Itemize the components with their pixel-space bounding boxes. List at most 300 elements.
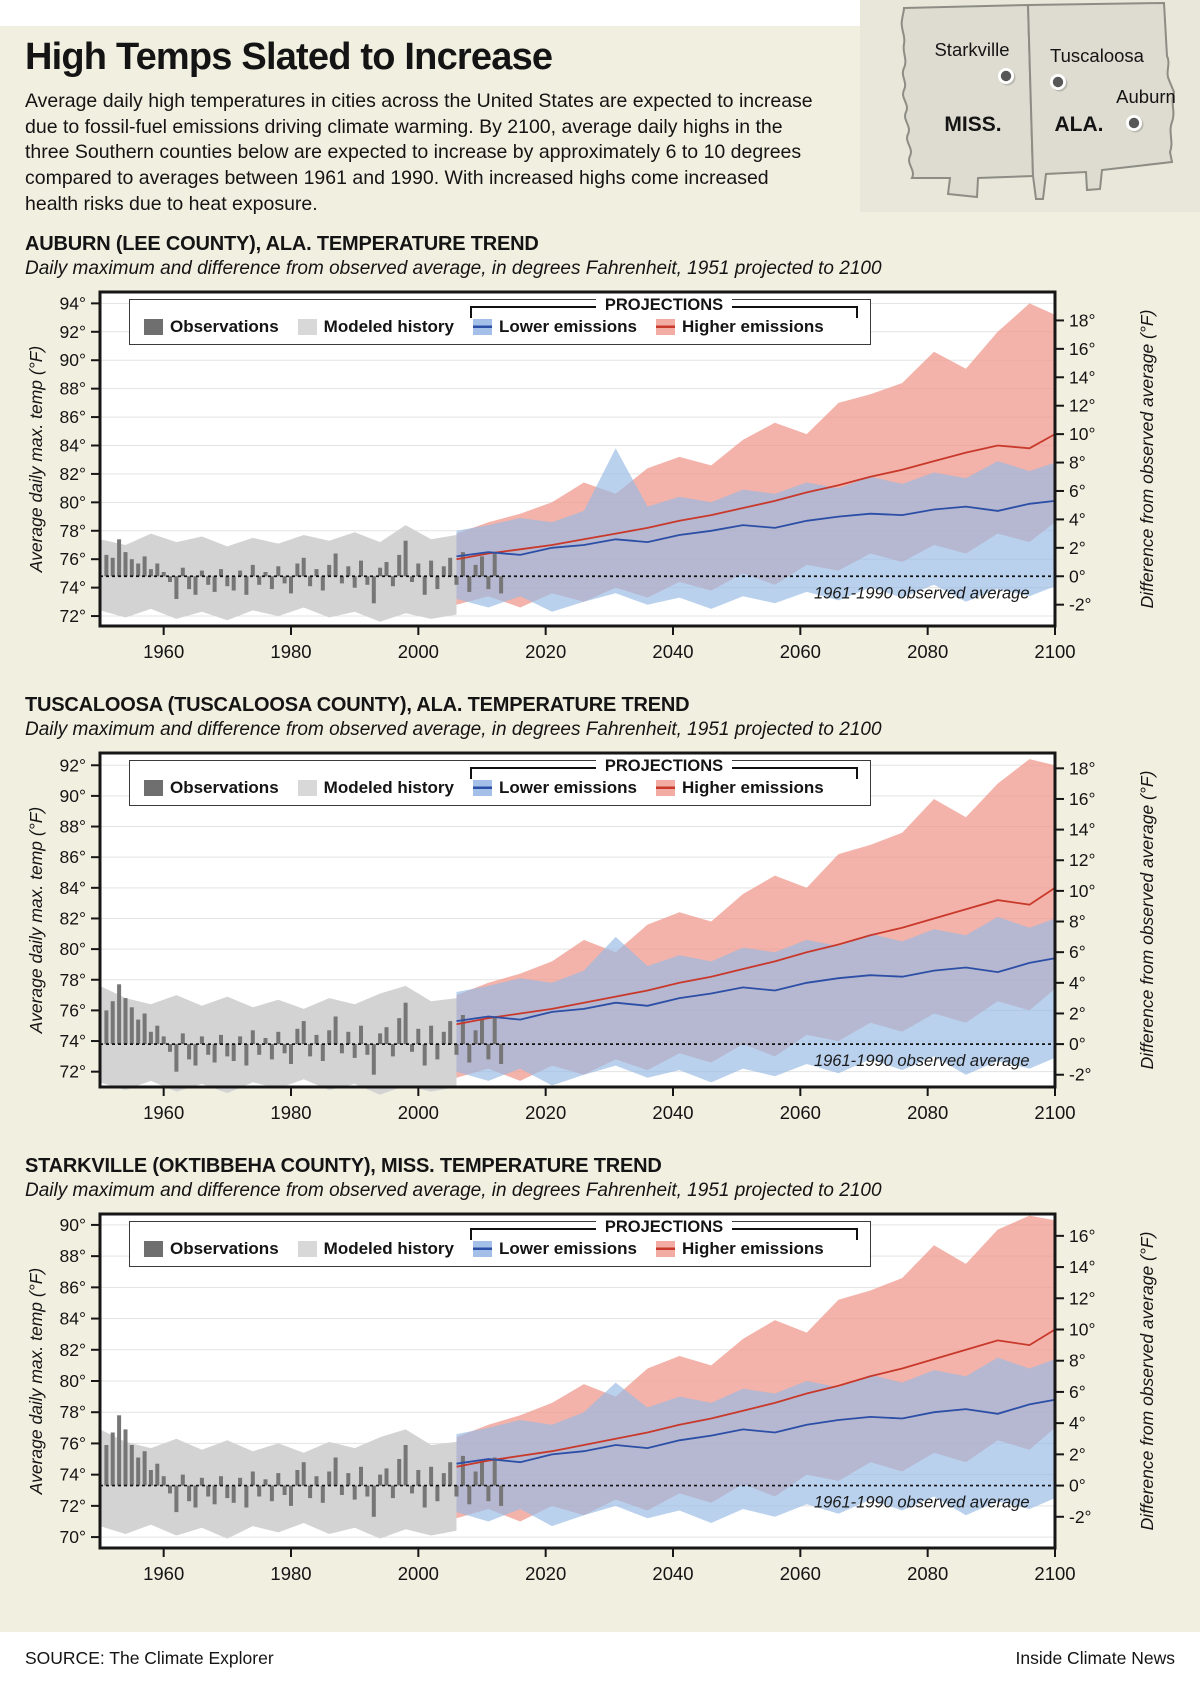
right-tick-label: 2°	[1069, 1444, 1086, 1465]
observation-bar	[455, 1044, 459, 1055]
left-tick-label: 72°	[59, 1061, 86, 1082]
observation-bar	[365, 1485, 369, 1496]
x-tick-label: 2040	[652, 1562, 694, 1584]
right-tick-label: 0°	[1069, 1475, 1086, 1496]
observation-bar	[206, 1044, 210, 1055]
observation-bar	[359, 560, 363, 576]
observation-bar	[391, 1044, 395, 1056]
observation-bar	[486, 1485, 490, 1501]
right-tick-label: 4°	[1069, 1412, 1086, 1433]
x-tick-label: 2020	[525, 1562, 567, 1584]
observation-bar	[378, 1474, 382, 1485]
observation-bar	[232, 576, 236, 590]
state-label-ala: ALA.	[1054, 113, 1104, 136]
observation-bar	[385, 1027, 389, 1044]
left-tick-label: 92°	[59, 321, 86, 342]
observation-bar	[302, 1462, 306, 1485]
legend-item-observations	[144, 317, 279, 337]
observation-bar	[410, 1485, 414, 1493]
observation-bar	[455, 1485, 459, 1496]
right-tick-label: 2°	[1069, 1003, 1086, 1024]
city-label: Auburn	[1116, 86, 1176, 107]
observation-bar	[136, 563, 140, 576]
observation-bar	[251, 565, 255, 576]
legend-item-label: Higher emissions	[681, 777, 824, 797]
chart-subtitle: Daily maximum and difference from observed average, in degrees Fahrenheit, 1951 projected to 2100	[25, 257, 882, 279]
left-tick-label: 92°	[59, 754, 86, 775]
observation-bar	[257, 1044, 261, 1055]
right-tick-label: 14°	[1069, 819, 1096, 840]
legend-items	[144, 1239, 856, 1259]
observation-bar	[480, 556, 484, 576]
left-tick-label: 86°	[59, 846, 86, 867]
left-tick-label: 76°	[59, 1433, 86, 1454]
observation-bar	[187, 1485, 191, 1501]
left-tick-label: 78°	[59, 969, 86, 990]
observation-bar	[238, 1477, 242, 1485]
right-tick-label: 0°	[1069, 565, 1086, 586]
projections-bracket	[470, 1217, 858, 1240]
observation-bar	[461, 1456, 465, 1486]
observation-bar	[244, 1485, 248, 1507]
x-tick-label: 2100	[1034, 1101, 1076, 1123]
legend-item-label: Modeled history	[323, 316, 455, 336]
observation-bar	[194, 576, 198, 595]
observation-bar	[308, 1485, 312, 1498]
right-tick-label: 10°	[1069, 880, 1096, 901]
observation-bar	[397, 1459, 401, 1486]
left-tick-label: 86°	[59, 406, 86, 427]
observation-bar	[346, 1473, 350, 1486]
observation-bar	[295, 563, 299, 576]
left-tick-label: 84°	[59, 1308, 86, 1329]
observation-bar	[397, 1018, 401, 1044]
observation-bar	[499, 1485, 503, 1505]
footer	[0, 1632, 1200, 1684]
observation-bar	[168, 1485, 172, 1493]
observation-bar	[181, 1033, 185, 1044]
x-tick-label: 2080	[907, 1562, 949, 1584]
observation-bar	[493, 553, 497, 576]
observation-bar	[149, 569, 153, 576]
locator-map	[860, 0, 1200, 212]
observation-bar	[264, 1038, 268, 1044]
observation-bar	[124, 998, 128, 1044]
right-axis-title: Difference from observed average (°F)	[1137, 1231, 1157, 1531]
observation-bar	[435, 1044, 439, 1059]
observation-bar	[359, 1025, 363, 1043]
left-tick-label: 80°	[59, 492, 86, 513]
observation-bar	[302, 557, 306, 576]
observation-bar	[455, 576, 459, 585]
x-tick-label: 2060	[779, 640, 821, 662]
observation-bar	[244, 1044, 248, 1065]
observation-bar	[493, 1457, 497, 1485]
observation-bar	[353, 1485, 357, 1499]
legend-item-label: Lower emissions	[499, 777, 637, 797]
left-tick-label: 84°	[59, 877, 86, 898]
observation-bar	[423, 1044, 427, 1065]
observation-bar	[448, 557, 452, 576]
chart-section-tuscaloosa	[25, 694, 1175, 1140]
observation-bar	[435, 1485, 439, 1501]
observation-bar	[162, 1476, 166, 1485]
observed-average-annotation: 1961-1990 observed average	[813, 1493, 1030, 1512]
left-tick-label: 76°	[59, 548, 86, 569]
x-tick-label: 2040	[652, 1101, 694, 1123]
left-tick-label: 84°	[59, 435, 86, 456]
right-tick-label: 6°	[1069, 480, 1086, 501]
left-tick-label: 80°	[59, 938, 86, 959]
observation-bar	[499, 576, 503, 593]
observation-bar	[117, 539, 121, 576]
observation-bar	[219, 1035, 223, 1044]
state-label-miss: MISS.	[944, 113, 1002, 136]
page-title: High Temps Slated to Increase	[25, 36, 553, 78]
legend-item-label: Observations	[170, 1238, 279, 1258]
right-tick-label: 16°	[1069, 788, 1096, 809]
observation-bar	[416, 1470, 420, 1486]
legend-swatch-icon	[298, 319, 317, 335]
projections-bracket	[470, 756, 858, 779]
legend-item-label: Lower emissions	[499, 1238, 637, 1258]
observation-bar	[372, 1485, 376, 1516]
city-label: Starkville	[934, 39, 1010, 60]
observation-bar	[378, 1033, 382, 1044]
observation-bar	[124, 1429, 128, 1485]
observation-bar	[429, 1025, 433, 1043]
x-tick-label: 1980	[270, 1101, 312, 1123]
left-tick-label: 80°	[59, 1370, 86, 1391]
observation-bar	[174, 576, 178, 599]
observation-bar	[404, 540, 408, 576]
observation-bar	[289, 1485, 293, 1505]
observation-bar	[251, 1030, 255, 1044]
right-tick-label: 6°	[1069, 941, 1086, 962]
left-axis-title: Average daily max. temp (°F)	[26, 1267, 46, 1494]
left-tick-label: 90°	[59, 1214, 86, 1235]
observation-bar	[499, 1044, 503, 1064]
chart-title: TUSCALOOSA (TUSCALOOSA COUNTY), ALA. TEMPERATURE TREND	[25, 693, 690, 716]
projections-label: PROJECTIONS	[596, 757, 732, 776]
legend-item-observations	[144, 778, 279, 798]
legend-swatch-icon	[144, 1241, 163, 1257]
observation-bar	[194, 1485, 198, 1507]
x-tick-label: 2000	[397, 1562, 439, 1584]
chart-title: STARKVILLE (OKTIBBEHA COUNTY), MISS. TEMPERATURE TREND	[25, 1154, 662, 1177]
observation-bar	[276, 1031, 280, 1043]
legend-item-label: Observations	[170, 316, 279, 336]
observation-bar	[238, 1036, 242, 1044]
right-tick-label: -2°	[1069, 594, 1092, 615]
observation-bar	[124, 552, 128, 576]
observation-bar	[213, 576, 217, 592]
right-tick-label: 8°	[1069, 911, 1086, 932]
x-tick-label: 1980	[270, 1562, 312, 1584]
observation-bar	[206, 576, 210, 585]
locator-map-svg	[860, 0, 1200, 212]
x-tick-label: 2080	[907, 640, 949, 662]
observation-bar	[104, 555, 108, 576]
observation-bar	[251, 1471, 255, 1485]
projections-bracket	[470, 295, 858, 318]
observation-bar	[187, 1044, 191, 1059]
right-tick-label: 16°	[1069, 338, 1096, 359]
legend-swatch-icon	[144, 319, 163, 335]
observation-bar	[467, 1485, 471, 1504]
observation-bar	[493, 1016, 497, 1044]
observation-bar	[264, 1479, 268, 1485]
legend-swatch-icon	[656, 780, 675, 796]
observation-bar	[391, 1485, 395, 1498]
observation-bar	[283, 1044, 287, 1053]
chart-title: AUBURN (LEE COUNTY), ALA. TEMPERATURE TREND	[25, 232, 539, 255]
observation-bar	[206, 1485, 210, 1496]
city-dot-icon	[1129, 118, 1139, 128]
x-tick-label: 2060	[779, 1562, 821, 1584]
right-tick-label: 12°	[1069, 849, 1096, 870]
observation-bar	[372, 576, 376, 603]
legend-item-label: Lower emissions	[499, 316, 637, 336]
observation-bar	[111, 557, 115, 576]
observation-bar	[302, 1021, 306, 1044]
observation-bar	[130, 559, 134, 576]
observation-bar	[155, 563, 159, 576]
observation-bar	[276, 1473, 280, 1486]
observation-bar	[276, 566, 280, 576]
observation-bar	[213, 1044, 217, 1062]
intro-paragraph: Average daily high temperatures in cities across the United States are expected to increase due to fossil-fuel emissions driving climate warming. By 2100, average daily highs in the three Southern counties below are expected to increase by approximately 6 to 10 degrees compared to averages between 1961 and 1990. With increased highs come increased health risks due to heat exposure.	[25, 90, 813, 215]
chart-tuscaloosa	[25, 747, 1200, 1140]
right-axis-title: Difference from observed average (°F)	[1137, 309, 1157, 609]
observation-bar	[404, 1445, 408, 1486]
left-tick-label: 74°	[59, 1464, 86, 1485]
right-tick-label: 4°	[1069, 972, 1086, 993]
observation-bar	[225, 576, 229, 586]
legend-swatch-icon	[473, 1241, 492, 1257]
left-tick-label: 72°	[59, 605, 86, 626]
legend-item-label: Higher emissions	[681, 1238, 824, 1258]
observation-bar	[334, 553, 338, 576]
observation-bar	[257, 576, 261, 585]
observation-bar	[442, 566, 446, 576]
observation-bar	[340, 1485, 344, 1494]
legend-item-label: Modeled history	[323, 1238, 455, 1258]
observation-bar	[315, 569, 319, 576]
left-tick-label: 88°	[59, 816, 86, 837]
observation-bar	[143, 1451, 147, 1485]
projections-label: PROJECTIONS	[596, 1218, 732, 1237]
observation-bar	[289, 1044, 293, 1064]
observation-bar	[308, 1044, 312, 1056]
observation-bar	[295, 1028, 299, 1043]
right-tick-label: 12°	[1069, 1287, 1096, 1308]
legend-swatch-icon	[656, 319, 675, 335]
right-tick-label: 6°	[1069, 1381, 1086, 1402]
right-tick-label: 16°	[1069, 1225, 1096, 1246]
legend-items	[144, 778, 856, 798]
observation-bar	[111, 1001, 115, 1044]
chart-starkville	[25, 1208, 1200, 1601]
legend-item-label: Observations	[170, 777, 279, 797]
observation-bar	[270, 1044, 274, 1059]
observation-bar	[104, 1010, 108, 1044]
left-tick-label: 90°	[59, 785, 86, 806]
chart-section-starkville	[25, 1155, 1175, 1601]
right-axis-title: Difference from observed average (°F)	[1137, 770, 1157, 1070]
observation-bar	[474, 1030, 478, 1044]
x-tick-label: 2000	[397, 1101, 439, 1123]
left-tick-label: 78°	[59, 1401, 86, 1422]
left-tick-label: 88°	[59, 1245, 86, 1266]
left-tick-label: 76°	[59, 1000, 86, 1021]
left-tick-label: 88°	[59, 378, 86, 399]
observation-bar	[232, 1044, 236, 1061]
left-tick-label: 82°	[59, 463, 86, 484]
chart-legend	[129, 756, 871, 806]
city-dot-icon	[1001, 71, 1011, 81]
observation-bar	[168, 576, 172, 582]
observation-bar	[486, 1044, 490, 1059]
chart-subtitle: Daily maximum and difference from observed average, in degrees Fahrenheit, 1951 projected to 2100	[25, 1179, 882, 1201]
right-tick-label: -2°	[1069, 1506, 1092, 1527]
observation-bar	[232, 1485, 236, 1502]
legend-swatch-icon	[144, 780, 163, 796]
observation-bar	[225, 1044, 229, 1056]
observation-bar	[213, 1485, 217, 1504]
right-tick-label: 8°	[1069, 452, 1086, 473]
chart-legend	[129, 295, 871, 345]
observation-bar	[149, 1470, 153, 1486]
x-tick-label: 2020	[525, 640, 567, 662]
right-tick-label: 12°	[1069, 395, 1096, 416]
observation-bar	[194, 1044, 198, 1065]
city-label: Tuscaloosa	[1050, 45, 1144, 66]
chart-auburn	[25, 286, 1200, 679]
observation-bar	[187, 576, 191, 589]
left-tick-label: 82°	[59, 908, 86, 929]
legend-swatch-icon	[473, 780, 492, 796]
right-tick-label: -2°	[1069, 1064, 1092, 1085]
observation-bar	[404, 1002, 408, 1043]
observation-bar	[416, 563, 420, 576]
observation-bar	[181, 1474, 185, 1485]
left-tick-label: 90°	[59, 349, 86, 370]
legend-swatch-icon	[473, 319, 492, 335]
observation-bar	[410, 576, 414, 582]
right-tick-label: 10°	[1069, 423, 1096, 444]
x-tick-label: 1960	[143, 1101, 185, 1123]
left-tick-label: 78°	[59, 520, 86, 541]
observation-bar	[353, 1044, 357, 1058]
observation-bar	[385, 1468, 389, 1485]
x-tick-label: 1960	[143, 1562, 185, 1584]
observation-bar	[429, 560, 433, 576]
observation-bar	[321, 576, 325, 590]
observation-bar	[155, 1463, 159, 1485]
x-tick-label: 2020	[525, 1101, 567, 1123]
observation-bar	[346, 1031, 350, 1043]
observation-bar	[397, 555, 401, 576]
observation-bar	[270, 576, 274, 589]
observation-bar	[219, 569, 223, 576]
observation-bar	[143, 556, 147, 576]
projections-label: PROJECTIONS	[596, 296, 732, 315]
observation-bar	[181, 567, 185, 576]
observation-bar	[365, 576, 369, 585]
observation-bar	[321, 1044, 325, 1061]
legend-swatch-icon	[298, 780, 317, 796]
x-tick-label: 2060	[779, 1101, 821, 1123]
observation-bar	[257, 1485, 261, 1496]
chart-legend	[129, 1217, 871, 1267]
x-tick-label: 2040	[652, 640, 694, 662]
observation-bar	[174, 1485, 178, 1512]
right-tick-label: 2°	[1069, 537, 1086, 558]
mississippi-shape	[902, 5, 1033, 197]
left-axis-title: Average daily max. temp (°F)	[26, 345, 46, 572]
observation-bar	[270, 1485, 274, 1501]
chart-subtitle: Daily maximum and difference from observed average, in degrees Fahrenheit, 1951 projected to 2100	[25, 718, 882, 740]
observation-bar	[289, 576, 293, 593]
observation-bar	[416, 1028, 420, 1043]
observation-bar	[480, 1460, 484, 1485]
observation-bar	[423, 576, 427, 595]
left-axis-title: Average daily max. temp (°F)	[26, 806, 46, 1033]
footer-credit: Inside Climate News	[1015, 1647, 1175, 1668]
observation-bar	[480, 1019, 484, 1044]
right-tick-label: 14°	[1069, 366, 1096, 387]
observation-bar	[442, 1031, 446, 1043]
left-tick-label: 82°	[59, 1339, 86, 1360]
observation-bar	[372, 1044, 376, 1075]
observation-bar	[104, 1445, 108, 1486]
right-tick-label: 0°	[1069, 1033, 1086, 1054]
observation-bar	[391, 576, 395, 586]
observation-bar	[327, 1030, 331, 1044]
observation-bar	[378, 567, 382, 576]
observation-bar	[219, 1476, 223, 1485]
observation-bar	[385, 562, 389, 576]
observation-bar	[327, 1471, 331, 1485]
observation-bar	[435, 576, 439, 589]
left-tick-label: 86°	[59, 1277, 86, 1298]
observation-bar	[174, 1044, 178, 1072]
observation-bar	[327, 565, 331, 576]
observation-bar	[200, 1477, 204, 1485]
observation-bar	[423, 1485, 427, 1507]
observation-bar	[467, 576, 471, 592]
observation-bar	[283, 1485, 287, 1494]
legend-item-label: Modeled history	[323, 777, 455, 797]
observation-bar	[225, 1485, 229, 1498]
observation-bar	[467, 1044, 471, 1062]
left-tick-label: 72°	[59, 1495, 86, 1516]
observed-average-annotation: 1961-1990 observed average	[813, 1051, 1030, 1070]
observation-bar	[474, 565, 478, 576]
observation-bar	[117, 984, 121, 1044]
observation-bar	[162, 1036, 166, 1044]
right-tick-label: 18°	[1069, 757, 1096, 778]
city-dot-icon	[1053, 77, 1063, 87]
right-tick-label: 10°	[1069, 1319, 1096, 1340]
observation-bar	[474, 1471, 478, 1485]
legend-item-modeled-history	[298, 317, 454, 337]
legend-items	[144, 317, 856, 337]
observation-bar	[130, 1445, 134, 1486]
observation-bar	[321, 1485, 325, 1502]
observation-bar	[315, 1476, 319, 1485]
